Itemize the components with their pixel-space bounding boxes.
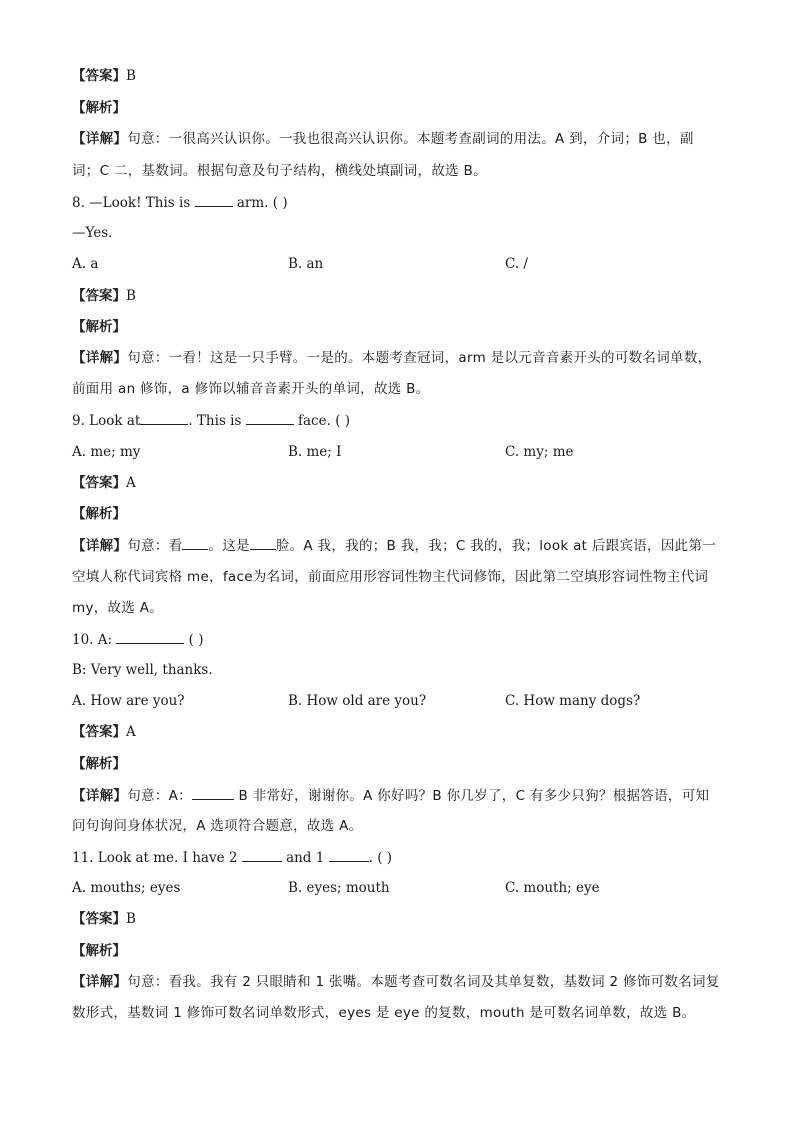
answer-tag: 【答案】 — [72, 475, 126, 491]
q10-answer — [72, 722, 136, 742]
answer-value: B — [126, 68, 136, 84]
stem-text: face. ( ) — [298, 413, 351, 429]
stem-text: 10. A: — [72, 632, 113, 648]
answer-tag: 【答案】 — [72, 911, 126, 927]
q8-option-c: C. / — [505, 256, 528, 272]
q8-option-b: B. an — [288, 256, 324, 272]
stem-text: . ( ) — [368, 850, 393, 866]
stem-text: arm. ( ) — [236, 195, 288, 211]
stem-text: and 1 — [286, 850, 325, 866]
answer-blank — [195, 192, 233, 207]
q10-stem — [72, 629, 203, 650]
stem-text: ( ) — [188, 632, 204, 648]
answer-tag: 【答案】 — [72, 288, 126, 304]
answer-blank — [329, 847, 369, 862]
detail-text: 句意：A： — [127, 788, 192, 804]
detail-text: B 非常好，谢谢你。A 你好吗？B 你几岁了，C 有多少只狗？根据答语，可知 — [238, 788, 710, 804]
detail-tag: 【详解】 — [72, 974, 128, 990]
q7-answer — [72, 66, 136, 86]
detail-tag: 【详解】 — [72, 350, 128, 366]
detail-text: 。这是 — [208, 538, 250, 554]
q8-detail-line-2: 前面用 an 修饰，a 修饰以辅音音素开头的单词，故选 B。 — [72, 381, 430, 397]
q9-answer — [72, 473, 136, 493]
answer-blank — [242, 847, 282, 862]
q7-detail-line-1 — [72, 129, 694, 149]
stem-text: . This is — [188, 413, 242, 429]
q10-option-b: B. How old are you? — [288, 693, 427, 709]
q11-answer — [72, 909, 136, 929]
detail-tag: 【详解】 — [72, 538, 128, 554]
answer-blank — [182, 535, 208, 550]
q8-answer — [72, 286, 136, 306]
answer-blank — [140, 410, 188, 425]
q8-analysis-heading — [72, 317, 126, 337]
answer-blank — [250, 535, 276, 550]
q8-option-a: A. a — [72, 256, 99, 272]
q8-detail-line-1 — [72, 348, 711, 368]
answer-value: A — [126, 724, 136, 740]
q11-stem — [72, 847, 392, 868]
q11-option-a: A. mouths; eyes — [72, 880, 181, 896]
detail-text: 脸。A 我，我的；B 我，我；C 我的，我；look at 后跟宾语，因此第一 — [275, 538, 717, 554]
q10-detail-line-1 — [72, 785, 709, 806]
detail-tag: 【详解】 — [72, 788, 128, 804]
q7-analysis-heading — [72, 98, 126, 118]
q9-analysis-heading — [72, 504, 126, 524]
answer-value: B — [126, 911, 136, 927]
detail-text: 句意：一看！这是一只手臂。一是的。本题考查冠词，arm 是以元音音素开头的可数名词单数， — [127, 350, 712, 366]
q9-option-a: A. me; my — [72, 444, 141, 460]
answer-tag: 【答案】 — [72, 68, 126, 84]
q11-option-b: B. eyes; mouth — [288, 880, 390, 896]
answer-value: A — [126, 475, 136, 491]
answer-value: B — [126, 288, 136, 304]
detail-text: 句意：一很高兴认识你。一我也很高兴认识你。本题考查副词的用法。A 到，介词；B 也，副 — [127, 131, 694, 147]
q9-option-c: C. my; me — [505, 444, 574, 460]
q10-option-a: A. How are you? — [72, 693, 185, 709]
detail-text: 句意：看 — [127, 538, 183, 554]
answer-blank — [246, 410, 294, 425]
answer-blank — [192, 785, 234, 800]
q9-detail-line-1 — [72, 535, 716, 556]
q10-analysis-heading — [72, 754, 126, 774]
analysis-tag: 【解析】 — [72, 506, 126, 522]
detail-tag: 【详解】 — [72, 131, 128, 147]
q9-detail-line-3: my，故选 A。 — [72, 600, 164, 616]
q10-option-c: C. How many dogs? — [505, 693, 641, 709]
analysis-tag: 【解析】 — [72, 319, 126, 335]
answer-tag: 【答案】 — [72, 724, 126, 740]
stem-text: 8. —Look! This is — [72, 195, 191, 211]
q8-stem — [72, 192, 288, 213]
q9-stem — [72, 410, 350, 431]
q11-analysis-heading — [72, 941, 126, 961]
q11-detail-line-2: 数形式，基数词 1 修饰可数名词单数形式，eyes 是 eye 的复数，mouth 是可数名词单数，故选 B。 — [72, 1005, 696, 1021]
q7-detail-line-2: 词；C 二，基数词。根据句意及句子结构，横线处填副词，故选 B。 — [72, 163, 487, 179]
stem-text: 11. Look at me. I have 2 — [72, 850, 238, 866]
answer-blank — [116, 629, 184, 644]
q10-stem-reply: B: Very well, thanks. — [72, 662, 213, 678]
q11-detail-line-1 — [72, 972, 720, 992]
stem-text: 9. Look at — [72, 413, 141, 429]
q9-option-b: B. me; I — [288, 444, 342, 460]
q8-stem-reply: —Yes. — [72, 225, 113, 241]
analysis-tag: 【解析】 — [72, 943, 126, 959]
q10-detail-line-2: 问句询问身体状况，A 选项符合题意，故选 A。 — [72, 818, 363, 834]
q9-detail-line-2: 空填人称代词宾格 me，face为名词，前面应用形容词性物主代词修饰，因此第二空填形容词性物主代词 — [72, 569, 709, 585]
q11-option-c: C. mouth; eye — [505, 880, 600, 896]
detail-text: 句意：看我。我有 2 只眼睛和 1 张嘴。本题考查可数名词及其单复数，基数词 2 修饰可数名词复 — [127, 974, 720, 990]
analysis-tag: 【解析】 — [72, 100, 126, 116]
analysis-tag: 【解析】 — [72, 756, 126, 772]
